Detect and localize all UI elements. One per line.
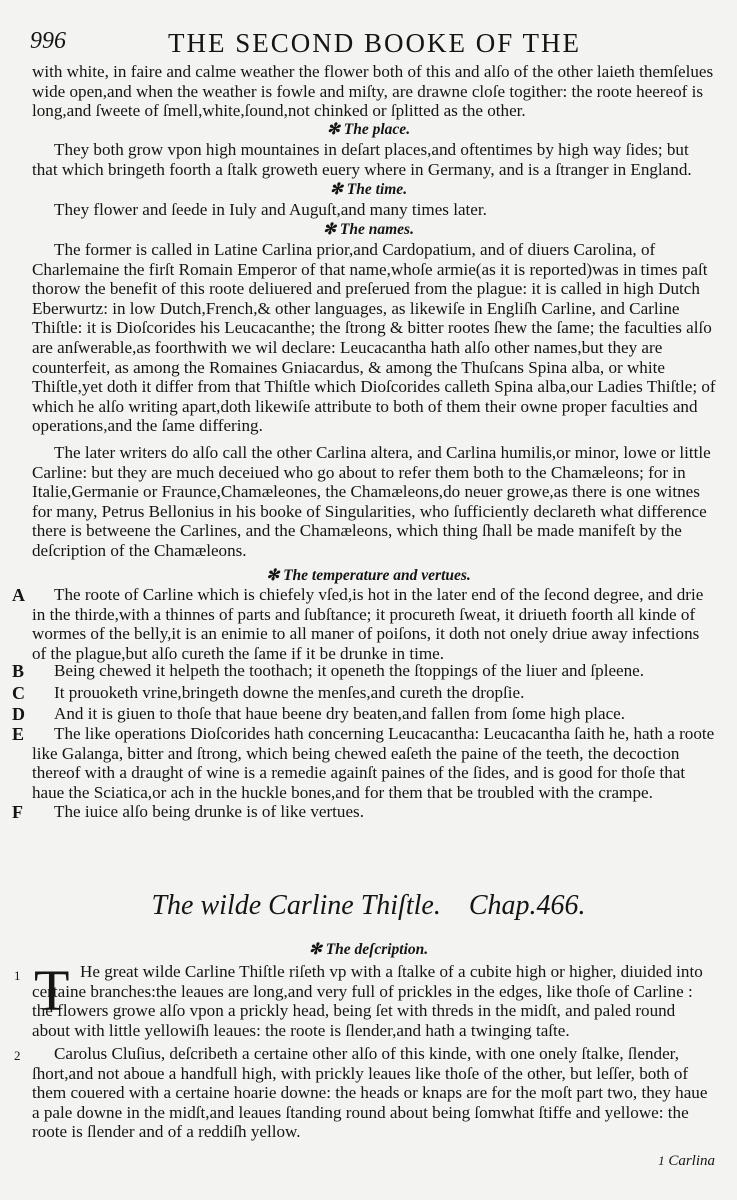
catchword: 1 Carlina bbox=[658, 1153, 715, 1169]
page-number: 996 bbox=[30, 28, 66, 54]
names-paragraph-2: The later writers do alſo call the other Carlina altera, and Carlina humilis,or minor, lowe or little Carline: but they are much deceiued who go about to refer them both to the Chamæleons; for in Italie,Germanie or Fraunce,Chamæleones, the Chamæleons,do neuer growe,as there is one witnes for many, Petrus Bellonius in his booke of Singularities, who ſufficiently declareth what difference there is betweene the Carlines, and the Chamæleons, which thing ſhall be made manifeſt by the deſcription of the Chamæleons. bbox=[32, 443, 711, 560]
description-heading: ✻ The deſcription. bbox=[308, 941, 429, 958]
chapter-heading bbox=[0, 890, 737, 922]
time-heading: ✻ The time. bbox=[329, 181, 408, 198]
chapter-title: The wilde Carline Thiſtle. bbox=[151, 890, 441, 921]
paragraph-number-1: 1 bbox=[14, 968, 21, 983]
time-text: They flower and ſeede in Iuly and Auguſt,and many times later. bbox=[54, 200, 487, 219]
description-continued: with white, in faire and calme weather the flower both of this and alſo of the other laieth themſelues wide open,and when the weather is fowle and miſty, are drawne cloſe togither: the roote heereof is long,and ſweete of ſmell,white,ſound,not chinked or ſplitted as the other. bbox=[32, 62, 714, 121]
paragraph-number-2: 2 bbox=[14, 1048, 21, 1063]
margin-letter-e: E bbox=[12, 724, 25, 744]
margin-letter-b: B bbox=[12, 661, 25, 681]
drop-cap: T bbox=[34, 958, 70, 1023]
temperature-heading: ✻ The temperature and vertues. bbox=[266, 567, 471, 584]
virtue-d: And it is giuen to thoſe that haue beene dry beaten,and fallen from ſome high place. bbox=[54, 704, 626, 723]
virtue-a: The roote of Carline which is chiefely vſed,is hot in the later end of the ſecond degree, and drie in the thirde,with a thinnes of parts and ſubſtance; it procureth ſweat, it driueth foorth all kinde of wormes of the belly,it is an enimie to all maner of poiſons, it doth not onely driue away infections of the plague,but alſo cureth the ſame if it be drunke in time. bbox=[32, 585, 704, 663]
place-heading: ✻ The place. bbox=[326, 121, 411, 138]
virtue-e: The like operations Dioſcorides hath concerning Leucacantha: Leucacantha ſaith he, hath a roote like Galanga, bitter and ſtrong, which being chewed eaſeth the paine of the teeth, the decoction thereof with a draught of wine is a remedie againſt paines of the ſides, and is good for thoſe that haue the Sciatica,or ach in the huckle bones,and for them that be troubled with the crampe. bbox=[32, 724, 715, 802]
virtue-c: It prouoketh vrine,bringeth downe the menſes,and cureth the dropſie. bbox=[54, 683, 525, 702]
description-paragraph-2: Carolus Cluſius, deſcribeth a certaine other alſo of this kinde, with one onely ſtalke, ſlender, ſhort,and not aboue a handfull high, with prickly leaues like thoſe of the other, but leſſer, both of them couered with a certaine hoarie downe: the heads or knaps are for the moſt part two, they haue a pale downe in the midſt,and leaues ſtanding round about being ſomwhat ſtiffe and yellowe: the roote is ſlender and of a reddiſh yellow. bbox=[32, 1044, 708, 1142]
place-text: They both grow vpon high mountaines in deſart places,and oftentimes by high way ſides; but that which bringeth foorth a ſtalk groweth euery where in Germany, and is a ſtranger in England. bbox=[32, 140, 692, 179]
names-heading: ✻ The names. bbox=[323, 221, 414, 238]
margin-letter-c: C bbox=[12, 683, 25, 703]
margin-letter-a: A bbox=[12, 585, 25, 605]
page-header bbox=[30, 28, 719, 58]
margin-letter-d: D bbox=[12, 704, 25, 724]
description-paragraph-1: He great wilde Carline Thiſtle riſeth vp with a ſtalke of a cubite high or higher, diuided into certaine branches:the leaues are long,and very full of prickles in the edges, like thoſe of Carline : the flowers growe alſo vpon a prickly head, being ſet with threds in the midſt, and paled round about with little yellowiſh leaues: the roote is ſlender,and hath a twinging taſte. bbox=[32, 962, 703, 1040]
virtue-b: Being chewed it helpeth the toothach; it openeth the ſtoppings of the liuer and ſpleene. bbox=[54, 661, 645, 680]
margin-letter-f: F bbox=[12, 802, 23, 822]
names-paragraph-1: The former is called in Latine Carlina prior,and Cardopatium, and of diuers Carolina, of Charlemaine the firſt Romain Emperor of that name,whoſe armie(as it is reported)was in times paſt thorow the benefit of this roote deliuered and preſerued from the plague: it is called in high Dutch Eberwurtz: in low Dutch,French,& other languages, as likewiſe in Engliſh Carline, and Carline Thiſtle: it is Dioſcorides his Leucacanthe; the ſtrong & bitter rootes ſhew the ſame; the faculties alſo are anſwerable,as foorthwith we wil declare: Leucacantha hath alſo other names,but they are counterfeit, as among the Romaines Gniacardus, & among the Thuſcans Spina alba, or white Thiſtle,yet doth it differ from that Thiſtle which Dioſcorides calleth Spina alba,our Ladies Thiſtle; of which he alſo writing apart,doth likewiſe attribute to both of them their owne proper faculties and operations,and the ſame differing. bbox=[32, 240, 716, 436]
chapter-number: Chap.466. bbox=[468, 890, 586, 921]
virtue-f: The iuice alſo being drunke is of like vertues. bbox=[54, 802, 364, 821]
running-title: THE SECOND BOOKE OF THE bbox=[167, 28, 581, 58]
